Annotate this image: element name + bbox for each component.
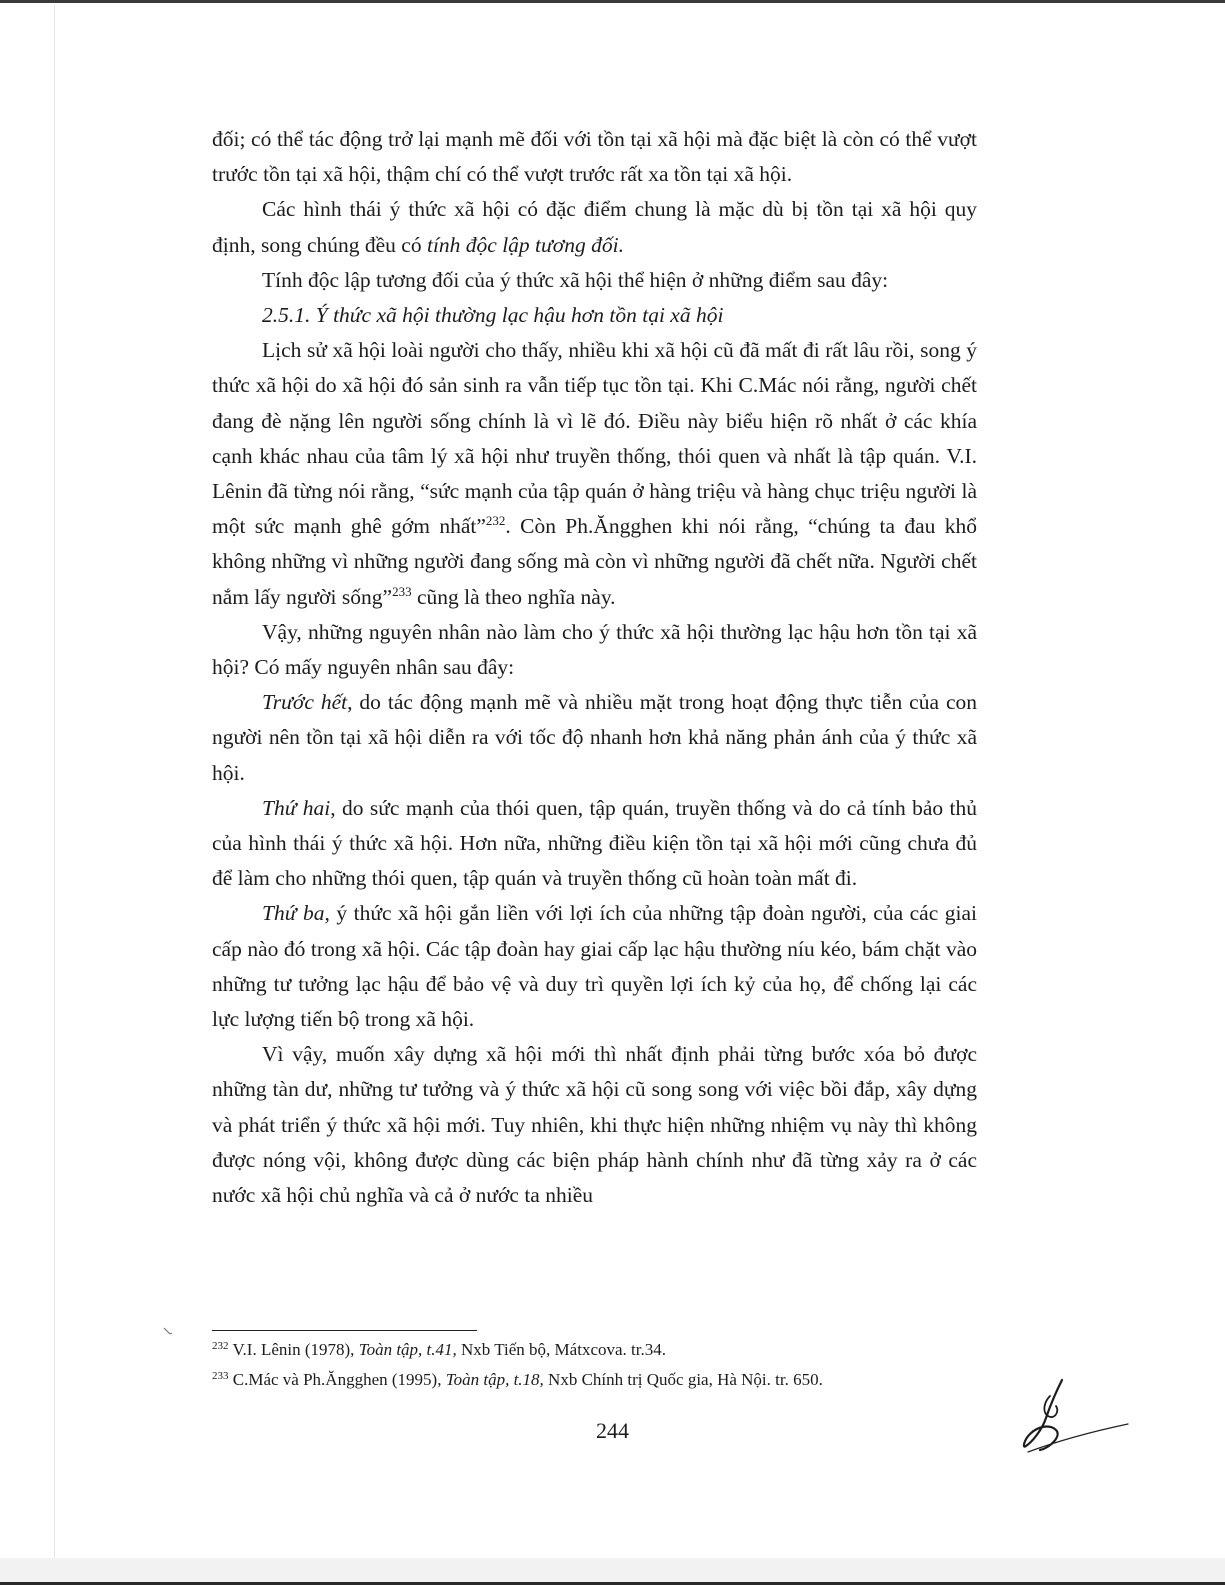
paragraph-p3 bbox=[212, 263, 977, 298]
paragraph-p10 bbox=[212, 1037, 977, 1213]
italic-text: Thứ ba bbox=[262, 901, 325, 926]
italic-text: 2.5.1. Ý thức xã hội thường lạc hậu hơn tồn tại xã hội bbox=[262, 303, 724, 328]
scan-edge-left bbox=[54, 5, 55, 1560]
footnote-232 bbox=[212, 1335, 977, 1365]
footnote-ref: 233 bbox=[392, 583, 412, 599]
paragraph-p2 bbox=[212, 192, 977, 262]
text-segment: . Còn Ph.Ăngghen khi nói rằng, “chúng ta đau khổ không những vì những người đang sống mà còn vì những người đã chết nữa. Người chết nắm lấy người sống” bbox=[212, 514, 977, 609]
paragraph-p1 bbox=[212, 122, 977, 192]
text-segment: đối; có thể tác động trở lại mạnh mẽ đối với tồn tại xã hội mà đặc biệt là còn có thể vượt trước tồn tại xã hội, thậm chí có thể vượt trước rất xa tồn tại xã hội. bbox=[212, 127, 977, 187]
footnote-text: Nxb Tiến bộ, Mátxcova. tr.34. bbox=[456, 1340, 666, 1359]
page-number: 244 bbox=[596, 1418, 629, 1443]
paragraph-p5 bbox=[212, 333, 977, 615]
footnote-list bbox=[212, 1335, 977, 1395]
scan-specks bbox=[150, 1320, 190, 1400]
text-segment: Các hình thái ý thức xã hội có đặc điểm chung là mặc dù bị tồn tại xã hội quy định, song chúng đều có bbox=[212, 197, 977, 257]
text-segment: Vậy, những nguyên nhân nào làm cho ý thức xã hội thường lạc hậu hơn tồn tại xã hội? Có mấy nguyên nhân sau đây: bbox=[212, 619, 977, 680]
footnote-title: Toàn tập, t.41, bbox=[358, 1340, 457, 1359]
text-segment: , do sức mạnh của thói quen, tập quán, truyền thống và do cả tính bảo thủ của hình thái ý thức xã hội. Hơn nữa, những điều kiện tồn tại xã hội mới cũng chưa đủ để làm cho những thói quen, tập quán và truyền thống cũ hoàn toàn mất đi. bbox=[212, 795, 977, 891]
paragraph-p9 bbox=[212, 896, 977, 1037]
text-segment: , do tác động mạnh mẽ và nhiều mặt trong hoạt động thực tiễn của con người nên tồn tại xã hội diễn ra với tốc độ nhanh hơn khả năng phản ánh của ý thức xã hội. bbox=[212, 690, 977, 785]
text-segment: Lịch sử xã hội loài người cho thấy, nhiều khi xã hội cũ đã mất đi rất lâu rồi, song ý thức xã hội do xã hội đó sản sinh ra vẫn tiếp tục tồn tại. Khi C.Mác nói rằng, người chết đang đè nặng lên người sống chính là vì lẽ đó. Điều này biểu hiện rõ nhất ở các khía cạnh khác nhau của tâm lý xã hội như truyền thống, thói quen và nhất là tập quán. V.I. Lênin đã từng nói rằng, “sức mạnh của tập quán ở hàng triệu và hàng chục triệu người là một sức mạnh ghê gớm nhất” bbox=[212, 338, 977, 539]
italic-text: Trước hết bbox=[262, 690, 348, 715]
footnote-separator bbox=[212, 1330, 477, 1331]
text-segment: , ý thức xã hội gắn liền với lợi ích của những tập đoàn người, của các giai cấp nào đó trong xã hội. Các tập đoàn hay giai cấp lạc hậu thường níu kéo, bám chặt vào những tư tưởng lạc hậu để bảo vệ và duy trì quyền lợi ích kỷ của họ, để chống lại các lực lượng tiến bộ trong xã hội. bbox=[212, 901, 978, 1032]
italic-text: tính độc lập tương đối. bbox=[426, 232, 624, 257]
text-segment: cũng là theo nghĩa này. bbox=[411, 584, 616, 609]
footnote-ref: 232 bbox=[485, 513, 506, 529]
italic-text: Thứ hai bbox=[262, 795, 331, 820]
paragraph-p6 bbox=[212, 615, 977, 685]
footnote-number: 232 bbox=[212, 1340, 229, 1352]
text-segment: Vì vậy, muốn xây dựng xã hội mới thì nhất định phải từng bước xóa bỏ được những tàn dư, những tư tưởng và ý thức xã hội cũ song song với việc bồi đắp, xây dựng và phát triển ý thức xã hội mới. Tuy nhiên, khi thực hiện những nhiệm vụ này thì không được nóng vội, không được dùng các biện pháp hành chính như đã từng xảy ra ở các nước xã hội chủ nghĩa và cả ở nước ta nhiều bbox=[212, 1042, 977, 1208]
page-body-text bbox=[212, 122, 977, 1213]
footnote-233 bbox=[212, 1365, 977, 1395]
footnote-number: 233 bbox=[212, 1370, 229, 1382]
footnote-text: V.I. Lênin (1978), bbox=[232, 1340, 359, 1359]
paragraph-p8 bbox=[212, 791, 977, 897]
signature-mark bbox=[1020, 1372, 1130, 1462]
footnotes bbox=[212, 1330, 977, 1395]
scan-shadow-bottom bbox=[0, 1558, 1225, 1582]
text-segment: Tính độc lập tương đối của ý thức xã hội thể hiện ở những điểm sau đây: bbox=[262, 267, 889, 292]
footnote-title: Toàn tập, t.18, bbox=[445, 1370, 544, 1389]
paragraph-p4 bbox=[212, 298, 977, 333]
footnote-text: C.Mác và Ph.Ăngghen (1995), bbox=[232, 1370, 446, 1389]
footnote-text: Nxb Chính trị Quốc gia, Hà Nội. tr. 650. bbox=[543, 1370, 823, 1389]
paragraph-p7 bbox=[212, 685, 977, 791]
scan-edge-top bbox=[0, 0, 1225, 3]
